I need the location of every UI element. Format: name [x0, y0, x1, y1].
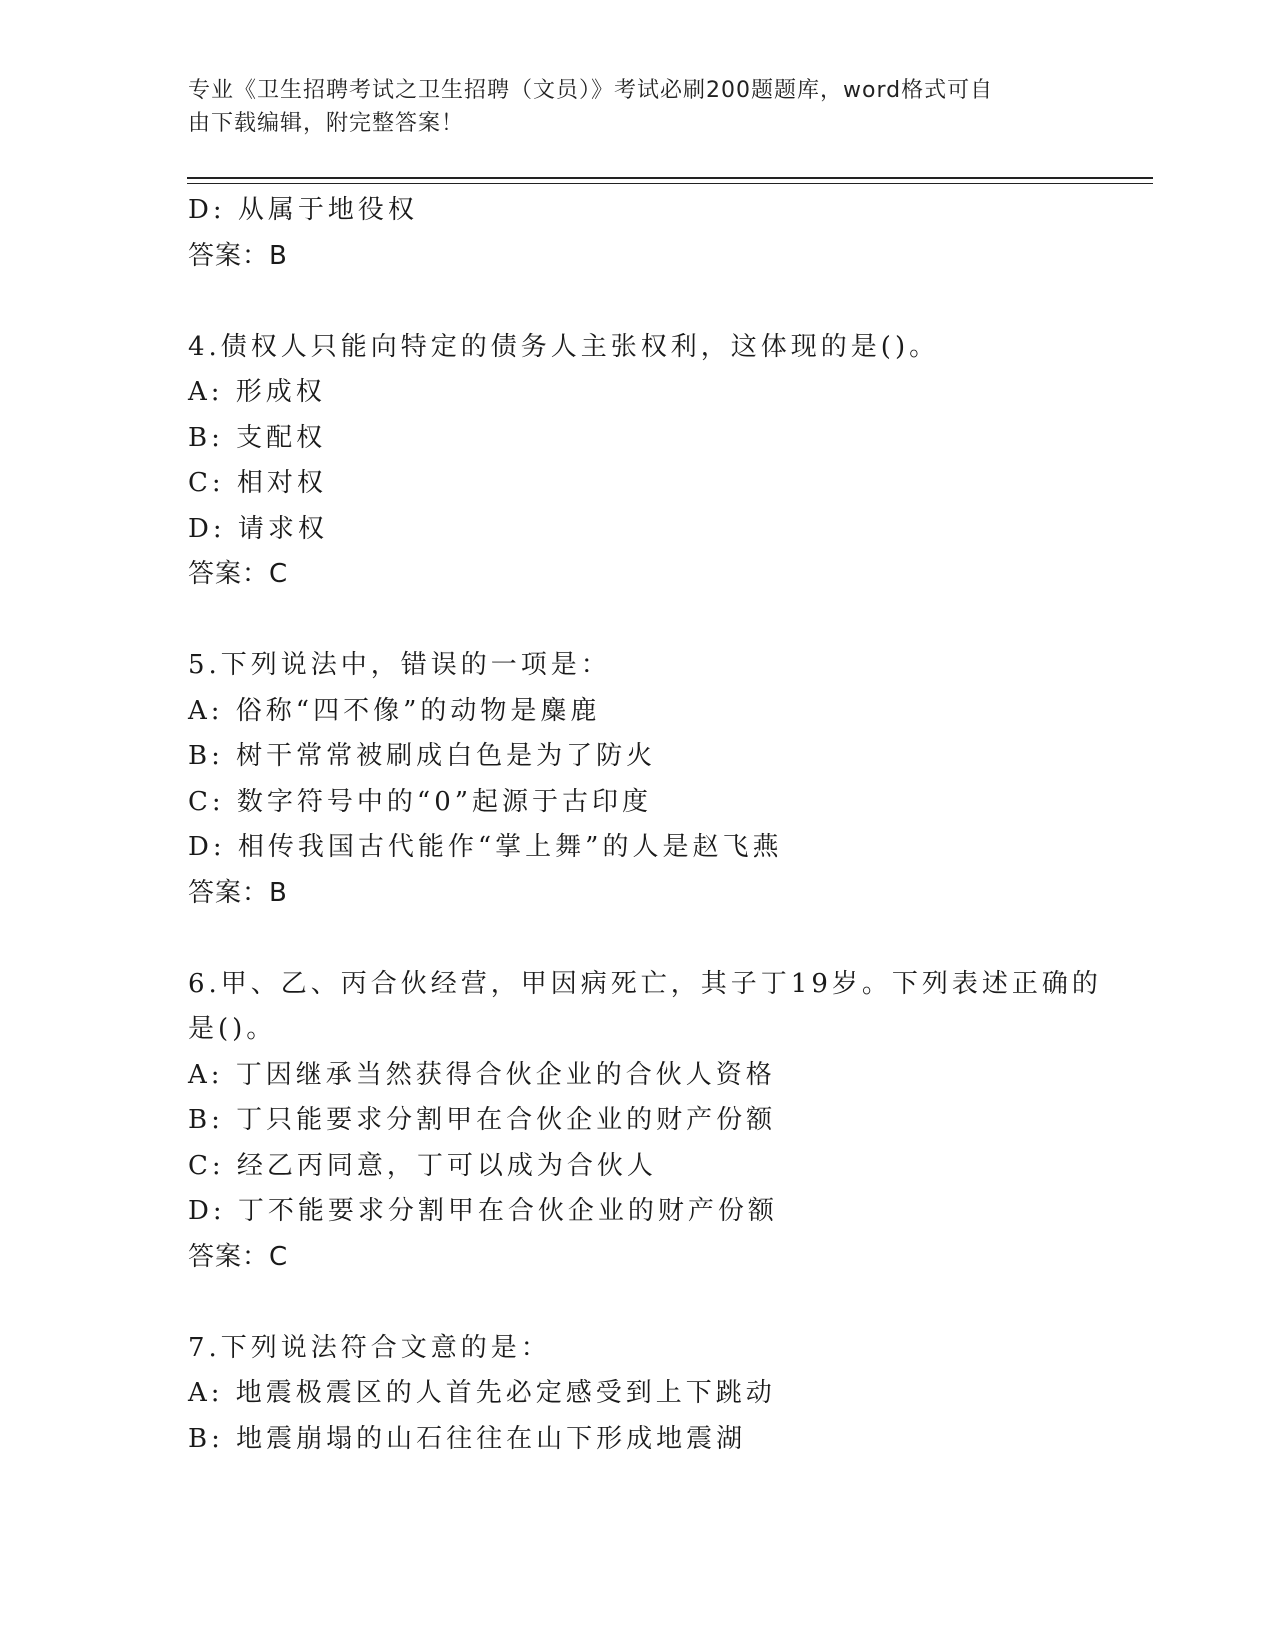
option-d: D: 相传我国古代能作“掌上舞”的人是赵飞燕	[188, 832, 783, 862]
option-a: A: 地震极震区的人首先必定感受到上下跳动	[188, 1378, 776, 1408]
answer-line: 答案：B	[188, 877, 288, 908]
question-text: 7.下列说法符合文意的是：	[188, 1332, 551, 1363]
question-text: 4.债权人只能向特定的债务人主张权利，这体现的是()。	[188, 331, 940, 362]
option-d: D: 从属于地役权	[188, 195, 418, 225]
question-6	[188, 962, 1102, 1281]
question-text-line-2: 是()。	[188, 1014, 277, 1044]
option-d: D: 丁不能要求分割甲在合伙企业的财产份额	[188, 1196, 778, 1226]
header-title-line-1: 专业《卫生招聘考试之卫生招聘（文员）》考试必刷200题题库，word格式可自	[188, 78, 994, 103]
question-text: 5.下列说法中，错误的一项是：	[188, 650, 611, 680]
option-d: D: 请求权	[188, 513, 328, 544]
option-b: B: 丁只能要求分割甲在合伙企业的财产份额	[188, 1105, 777, 1135]
header-divider-thick	[187, 177, 1153, 179]
option-c: C: 相对权	[188, 468, 327, 498]
question-list	[188, 188, 1102, 1462]
question-4	[188, 325, 1088, 598]
header-title-line-2: 由下载编辑，附完整答案！	[188, 111, 465, 136]
option-a: A: 俗称“四不像”的动物是麋鹿	[188, 695, 601, 726]
option-b: B: 树干常常被刷成白色是为了防火	[188, 741, 657, 771]
option-c: C: 数字符号中的“0”起源于古印度	[188, 786, 653, 817]
answer-line: 答案：C	[188, 1241, 289, 1272]
question-text-line-1: 6.甲、乙、丙合伙经营，甲因病死亡，其子丁19岁。下列表述正确的	[188, 968, 1102, 999]
question-3-tail	[188, 188, 1088, 279]
option-a: A: 丁因继承当然获得合伙企业的合伙人资格	[188, 1059, 776, 1090]
option-b: B: 支配权	[188, 422, 327, 453]
answer-line: 答案：C	[188, 559, 289, 589]
option-c: C: 经乙丙同意，丁可以成为合伙人	[188, 1150, 657, 1181]
option-b: B: 地震崩塌的山石往往在山下形成地震湖	[188, 1423, 747, 1454]
question-5	[188, 643, 1088, 916]
header-divider-thin	[187, 183, 1153, 184]
question-7	[188, 1326, 1088, 1463]
option-a: A: 形成权	[188, 377, 326, 407]
answer-line: 答案：B	[188, 240, 288, 271]
document-header	[188, 74, 1068, 140]
